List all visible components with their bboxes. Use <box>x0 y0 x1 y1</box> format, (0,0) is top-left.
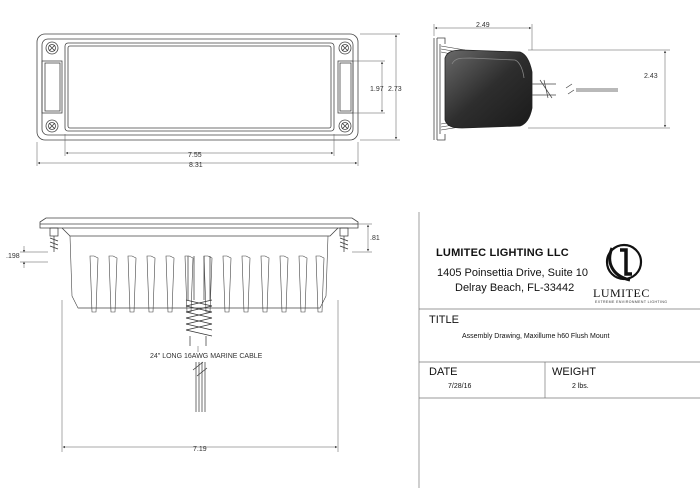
logo-word: LUMITEC <box>593 286 650 300</box>
screw-icon <box>46 120 58 132</box>
dim-front-height: 1.97 <box>370 86 384 93</box>
dim-side-height: 2.43 <box>644 73 658 80</box>
company-name: LUMITEC LIGHTING LLC <box>436 247 569 259</box>
weight-value: 2 lbs. <box>572 383 589 390</box>
screw-icon <box>340 228 348 252</box>
date-value: 7/28/16 <box>448 383 472 390</box>
dim-front-overall-height: 2.73 <box>388 86 402 93</box>
date-label: DATE <box>429 366 458 378</box>
title-value: Assembly Drawing, Maxillume h60 Flush Mount <box>462 333 610 340</box>
front-view <box>37 34 358 140</box>
screw-icon <box>339 42 351 54</box>
heatsink-fins <box>90 256 324 312</box>
logo-tagline: EXTREME ENVIRONMENT LIGHTING <box>595 300 668 304</box>
weight-label: WEIGHT <box>552 366 596 378</box>
screw-icon <box>339 120 351 132</box>
screw-icon <box>46 42 58 54</box>
lumitec-logo-icon <box>607 245 641 280</box>
dim-bottom-flange: .198 <box>6 253 20 260</box>
address-line-1: 1405 Poinsettia Drive, Suite 10 <box>437 267 589 279</box>
dim-front-width: 7.55 <box>188 152 202 159</box>
dim-bottom-height: .81 <box>370 235 380 242</box>
dim-front-overall-width: 8.31 <box>189 162 203 169</box>
screw-icon <box>50 228 58 252</box>
title-label: TITLE <box>429 314 459 326</box>
bottom-view <box>40 218 358 412</box>
dim-side-depth: 2.49 <box>476 22 490 29</box>
side-view <box>434 38 618 140</box>
bottom-dimensions <box>20 224 372 452</box>
address-line-2: Delray Beach, FL-33442 <box>455 282 575 294</box>
cable-note: 24" LONG 16AWG MARINE CABLE <box>150 353 263 360</box>
dim-bottom-width: 7.19 <box>193 446 207 453</box>
